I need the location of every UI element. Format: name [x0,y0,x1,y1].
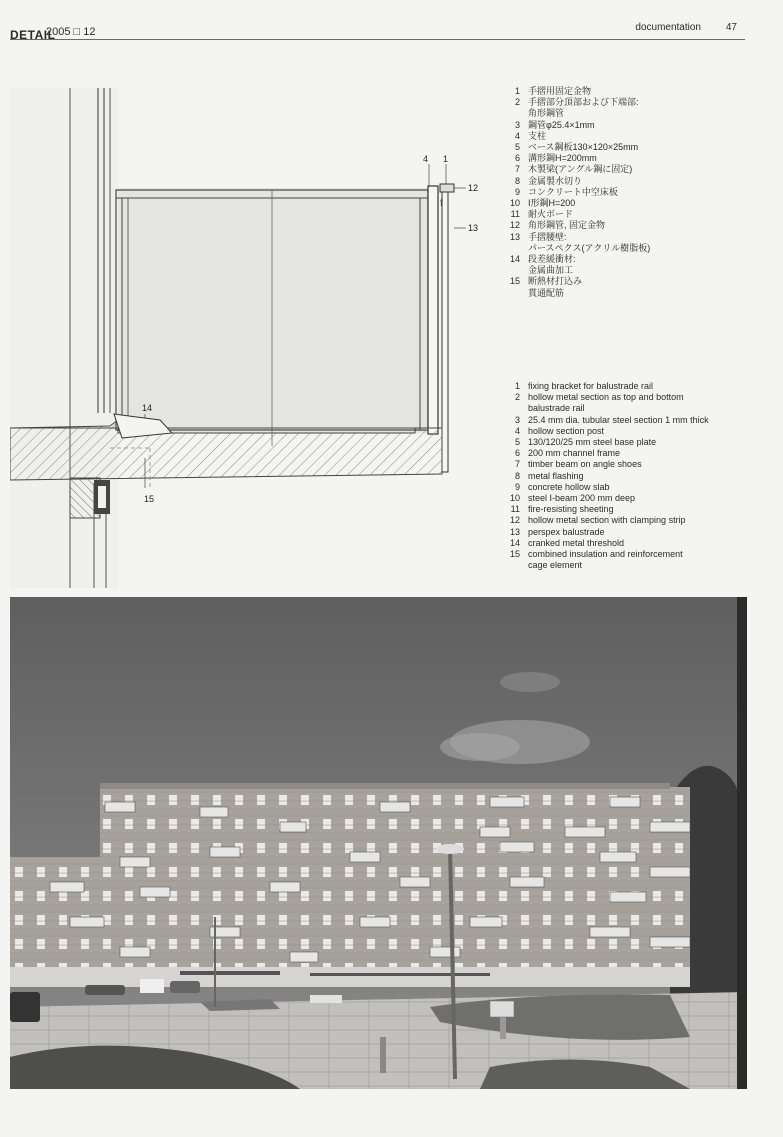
legend-en-item-text: perspex balustrade [528,526,605,537]
legend-en-item-number: 15 [509,549,520,560]
legend-jp-item-number: 8 [514,175,520,186]
legend-en-item [500,549,740,560]
legend-jp-item [500,187,740,198]
legend-jp-item-number: 3 [514,119,520,130]
hollow-section-post [428,186,438,434]
legend-jp-item-number [500,265,528,276]
legend-en-item-number [500,560,528,571]
callout-15: 15 [144,494,155,504]
legend-en-item [500,448,740,459]
legend-jp-item-text: コンクリート中空床板 [528,186,618,197]
legend-en-item [500,471,740,482]
legend-en-item-number [500,403,528,414]
legend-jp-item [500,131,740,142]
building-photograph [10,597,747,1089]
legend-jp-item-text: 角形鋼管, 固定金物 [528,220,606,231]
legend-en-item [500,560,740,571]
legend-en-item-number: 12 [509,515,520,526]
legend-en-item-text: metal flashing [528,470,584,481]
magazine-brand: DETAIL [10,28,56,42]
legend-jp-item [500,142,740,153]
legend-en-item-text: cranked metal threshold [528,537,625,548]
legend-en-item-text: balustrade rail [528,403,585,414]
callout-12: 12 [468,183,479,193]
legend-jp-item [500,198,740,209]
legend-en-item-text: hollow metal section with clamping strip [528,515,686,526]
legend-jp-item [500,243,740,254]
legend-jp-item [500,108,740,119]
callout-4: 4 [423,154,429,164]
legend-en-item [500,459,740,470]
legend-jp-item [500,265,740,276]
legend-jp-item [500,232,740,243]
legend-japanese [500,86,740,299]
legend-jp-item-number: 5 [514,142,520,153]
legend-en-item-number: 4 [514,425,520,436]
drawing-mark: f [440,198,443,209]
legend-en-item-number: 13 [509,526,520,537]
legend-jp-item [500,288,740,299]
legend-en-item-text: 25.4 mm dia. tubular steel section 1 mm thick [528,414,709,425]
legend-jp-item-text: ベース鋼板130×120×25mm [528,142,639,153]
legend-jp-item-number [500,108,528,119]
legend-jp-item-number: 1 [514,86,520,96]
legend-en-item-text: steel I-beam 200 mm deep [528,493,636,504]
legend-en-item-number: 3 [514,414,520,425]
legend-jp-item-text: 段差緩衝材: [528,254,576,265]
legend-en-item-number: 1 [514,381,520,391]
legend-en-item-text: concrete hollow slab [528,481,610,492]
legend-en-item-text: hollow section post [528,425,605,436]
legend-jp-item-text: 貫通配筋 [528,287,565,298]
legend-en-item-text: 200 mm channel frame [528,448,621,459]
legend-jp-item-text: 耐火ボード [528,209,574,220]
legend-jp-item-text: 手摺腰壁: [528,231,567,242]
legend-jp-item [500,220,740,231]
callout-14: 14 [142,403,153,413]
legend-jp-item-text: パースペクス(アクリル樹脂板) [528,242,651,253]
legend-jp-item-number: 11 [510,209,520,220]
legend-en-item-text: hollow metal section as top and bottom [528,392,684,403]
legend-jp-item-text: 断熱材打込み [528,276,583,287]
legend-jp-item-number: 7 [514,164,520,175]
legend-jp-item [500,276,740,287]
legend-en-item-number: 2 [514,392,520,403]
legend-jp-item-number: 12 [509,220,520,231]
legend-jp-item-number: 13 [509,231,520,242]
building-facade [100,787,690,987]
legend-jp-item-text: 支柱 [528,130,547,141]
legend-jp-item-number: 10 [509,198,520,209]
legend-jp-item-text: 手摺用固定金物 [528,86,592,96]
legend-jp-item [500,176,740,187]
legend-jp-item [500,164,740,175]
legend-jp-item [500,86,740,97]
page-number: 47 [725,22,737,33]
legend-en-item [500,392,740,403]
issue-number: 2005 □ 12 [46,26,96,38]
section-drawing [10,88,490,588]
legend-en-item [500,381,740,392]
legend-jp-item [500,254,740,265]
balustrade-section-svg [10,88,490,588]
legend-en-item [500,437,740,448]
section-name: documentation [635,22,701,33]
legend-jp-item-number: 4 [514,130,520,141]
legend-en-item-number: 5 [514,437,520,448]
legend-jp-item-number [500,288,528,299]
legend-jp-item [500,153,740,164]
legend-en-item [500,504,740,515]
legend-jp-item-number: 15 [509,276,520,287]
legend-en-item-text: fire-resisting sheeting [528,504,614,515]
legend-en-item-number: 10 [509,493,520,504]
legend-jp-item-text: I形鋼H=200 [528,198,576,209]
legend-en-item-number: 7 [514,459,520,470]
photo-svg [10,597,747,1089]
legend-en-item [500,482,740,493]
legend-en-item-text: fixing bracket for balustrade rail [528,381,654,391]
legend-en-item [500,493,740,504]
legend-jp-item-text: 金属製水切り [528,175,583,186]
legend-jp-item-text: 角形鋼管 [528,108,565,119]
legend-en-item-text: timber beam on angle shoes [528,459,642,470]
perspex-balustrade [442,184,448,472]
legend-en-item-number: 8 [514,470,520,481]
legend-en-item-text: 130/120/25 mm steel base plate [528,437,657,448]
legend-en-item [500,515,740,526]
legend-jp-item-text: 鋼管φ25.4×1mm [528,119,595,130]
page-header [10,20,745,40]
legend-en-item-text: combined insulation and reinforcement [528,549,683,560]
legend-en-item [500,403,740,414]
legend-en-item-number: 6 [514,448,520,459]
legend-jp-item [500,209,740,220]
legend-jp-item-number: 9 [514,186,520,197]
legend-jp-item-text: 手摺部分頂部および下端部: [528,97,639,108]
legend-jp-item-number: 2 [514,97,520,108]
legend-jp-item [500,97,740,108]
legend-jp-item-number: 6 [514,153,520,164]
legend-en-item-number: 9 [514,481,520,492]
legend-en-item [500,415,740,426]
legend-jp-item-number [500,243,528,254]
legend-en-item [500,538,740,549]
legend-jp-item [500,120,740,131]
legend-jp-item-text: 溝形鋼H=200mm [528,153,597,164]
legend-jp-item-number: 14 [509,254,520,265]
legend-jp-item-text: 金属曲加工 [528,265,574,276]
legend-english [500,381,740,571]
legend-en-item-text: cage element [528,560,583,571]
legend-en-item [500,426,740,437]
callout-1: 1 [443,154,449,164]
legend-en-item-number: 14 [509,537,520,548]
legend-jp-item-text: 木製梁(アングル鋼に固定) [528,164,633,175]
legend-en-item-number: 11 [510,504,520,515]
legend-en-item [500,527,740,538]
callout-13: 13 [468,223,479,233]
glazing-area [118,188,428,433]
